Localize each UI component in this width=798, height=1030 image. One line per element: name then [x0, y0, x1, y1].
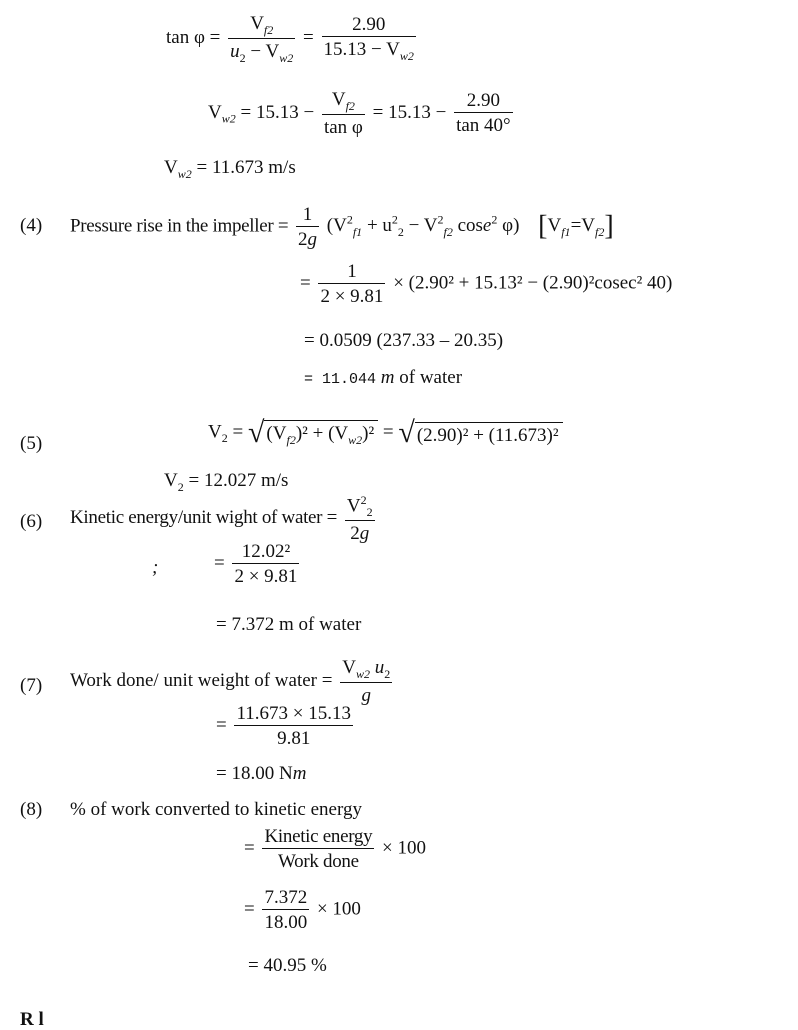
frac-ke-over-wd: $\frac{\text{Kinetic energy}}{\text{Work done}}$: [264, 826, 373, 872]
frac-vw2u2-over-g: $\frac{V_{w2} u_2}{g}$: [342, 657, 391, 706]
wd-eq: [70, 658, 395, 705]
pressure-rise-eq: Pressure rise in the impeller = $\frac{1}{2g}$ ($V^2_{f1} + u^2_2 - V^2_{f2}$ cose$^2$ φ) $[V_{f1}=V_{f2}]$: [70, 204, 614, 250]
frac-1202sq-over-2x981: $\frac{\text{12.02²}}{2 \times 9.81}$: [234, 541, 298, 587]
frac-11673x1513-over-981: $\frac{11.673 \times 15.13}{9.81}$: [236, 703, 351, 749]
wd-line-2: = $\frac{11.673 \times 15.13}{9.81}$: [216, 703, 351, 749]
ke-label: Kinetic energy/unit wight of water =: [70, 506, 338, 528]
ke-line-2: = $\frac{\text{12.02²}}{2 \times 9.81}$: [214, 541, 298, 587]
eq-vw2-expression: $V_{w2} = 15.13$ − $\frac{V_{f2}}{\text{tan φ}}$ = 15.13 − $\frac{2.90}{\tan 40^\circ}$: [208, 89, 511, 138]
step-5-number: (5): [20, 433, 43, 454]
pressure-line-2: = $\frac{1}{2 \times 9.81}$ × (2.90² + 15.13² − (2.90)²cosec² 40): [300, 261, 673, 307]
frac-1-over-2x981: $\frac{1}{2 \times 9.81}$: [320, 261, 384, 307]
step-8-number: (8): [20, 799, 43, 820]
step-6-number: (6): [20, 511, 43, 532]
sqrt-symbolic: √ $(V_{f2})^2 + (V_{w2})^2$: [248, 418, 378, 448]
pressure-label: Pressure rise in the impeller =: [70, 215, 289, 237]
pct-line-3: = $\frac{7.372}{18.00}$ × 100: [244, 887, 361, 933]
ke-result: = 7.372 m of water: [216, 614, 362, 635]
eq-tan-phi: tan φ = $\frac{V_{f2}}{u_2 - V_{w2}}$ = $\frac{2.90}{15.13 - V_{w2}}$: [166, 13, 414, 65]
condition-bracket: $[V_{f1}=V_{f2}]$: [538, 211, 614, 242]
pressure-line-4: = 11.044 m of water: [304, 367, 463, 388]
ke-eq: [70, 494, 378, 543]
pct-label: % of work converted to kinetic energy: [70, 799, 362, 820]
frac-290-over-tan40: $\frac{2.90}{\tan 40^\circ}$: [456, 90, 511, 137]
pct-line-2: = $\frac{\text{Kinetic energy}}{\text{Work done}}$ × 100: [244, 826, 427, 872]
pressure-line-3: = 0.0509 (237.33 – 20.35): [304, 330, 504, 351]
pct-result: = 40.95 %: [248, 955, 327, 976]
eq-v2-expression: $V_2$ = √ $(V_{f2})^2 + (V_{w2})^2$ = √ (2.90)² + (11.673)²: [208, 418, 563, 448]
frac-vf2-over-tanphi: $\frac{V_{f2}}{\text{tan φ}}$: [323, 89, 363, 138]
frac-vf2-over-u2-minus-vw2: $\frac{V_{f2}}{u_2 - V_{w2}}$: [230, 13, 294, 65]
frac-v2sq-over-2g: $\frac{V^2_2}{2g}$: [346, 493, 373, 545]
frac-1-over-2g: $\frac{1}{2g}$: [298, 204, 318, 250]
cut-off-text: R l: [20, 1009, 44, 1030]
stray-mark: ;: [152, 557, 159, 578]
wd-label: Work done/ unit weight of water =: [70, 669, 333, 691]
frac-7372-over-1800: $\frac{7.372}{18.00}$: [264, 887, 308, 933]
wd-result: = 18.00 Nm: [216, 763, 307, 784]
sqrt-numeric: √ (2.90)² + (11.673)²: [398, 418, 562, 448]
tan-phi-lhs: tan φ =: [166, 27, 221, 49]
frac-290-over-1513-minus-vw2: $\frac{2.90}{15.13 - V_{w2}}$: [323, 14, 414, 64]
eq-v2-result: $V_2 = 12.027$ m/s: [164, 470, 289, 494]
eq-vw2-result: $V_{w2} = 11.673$ m/s: [164, 157, 296, 181]
step-7-number: (7): [20, 675, 43, 696]
step-4-number: (4): [20, 215, 43, 236]
